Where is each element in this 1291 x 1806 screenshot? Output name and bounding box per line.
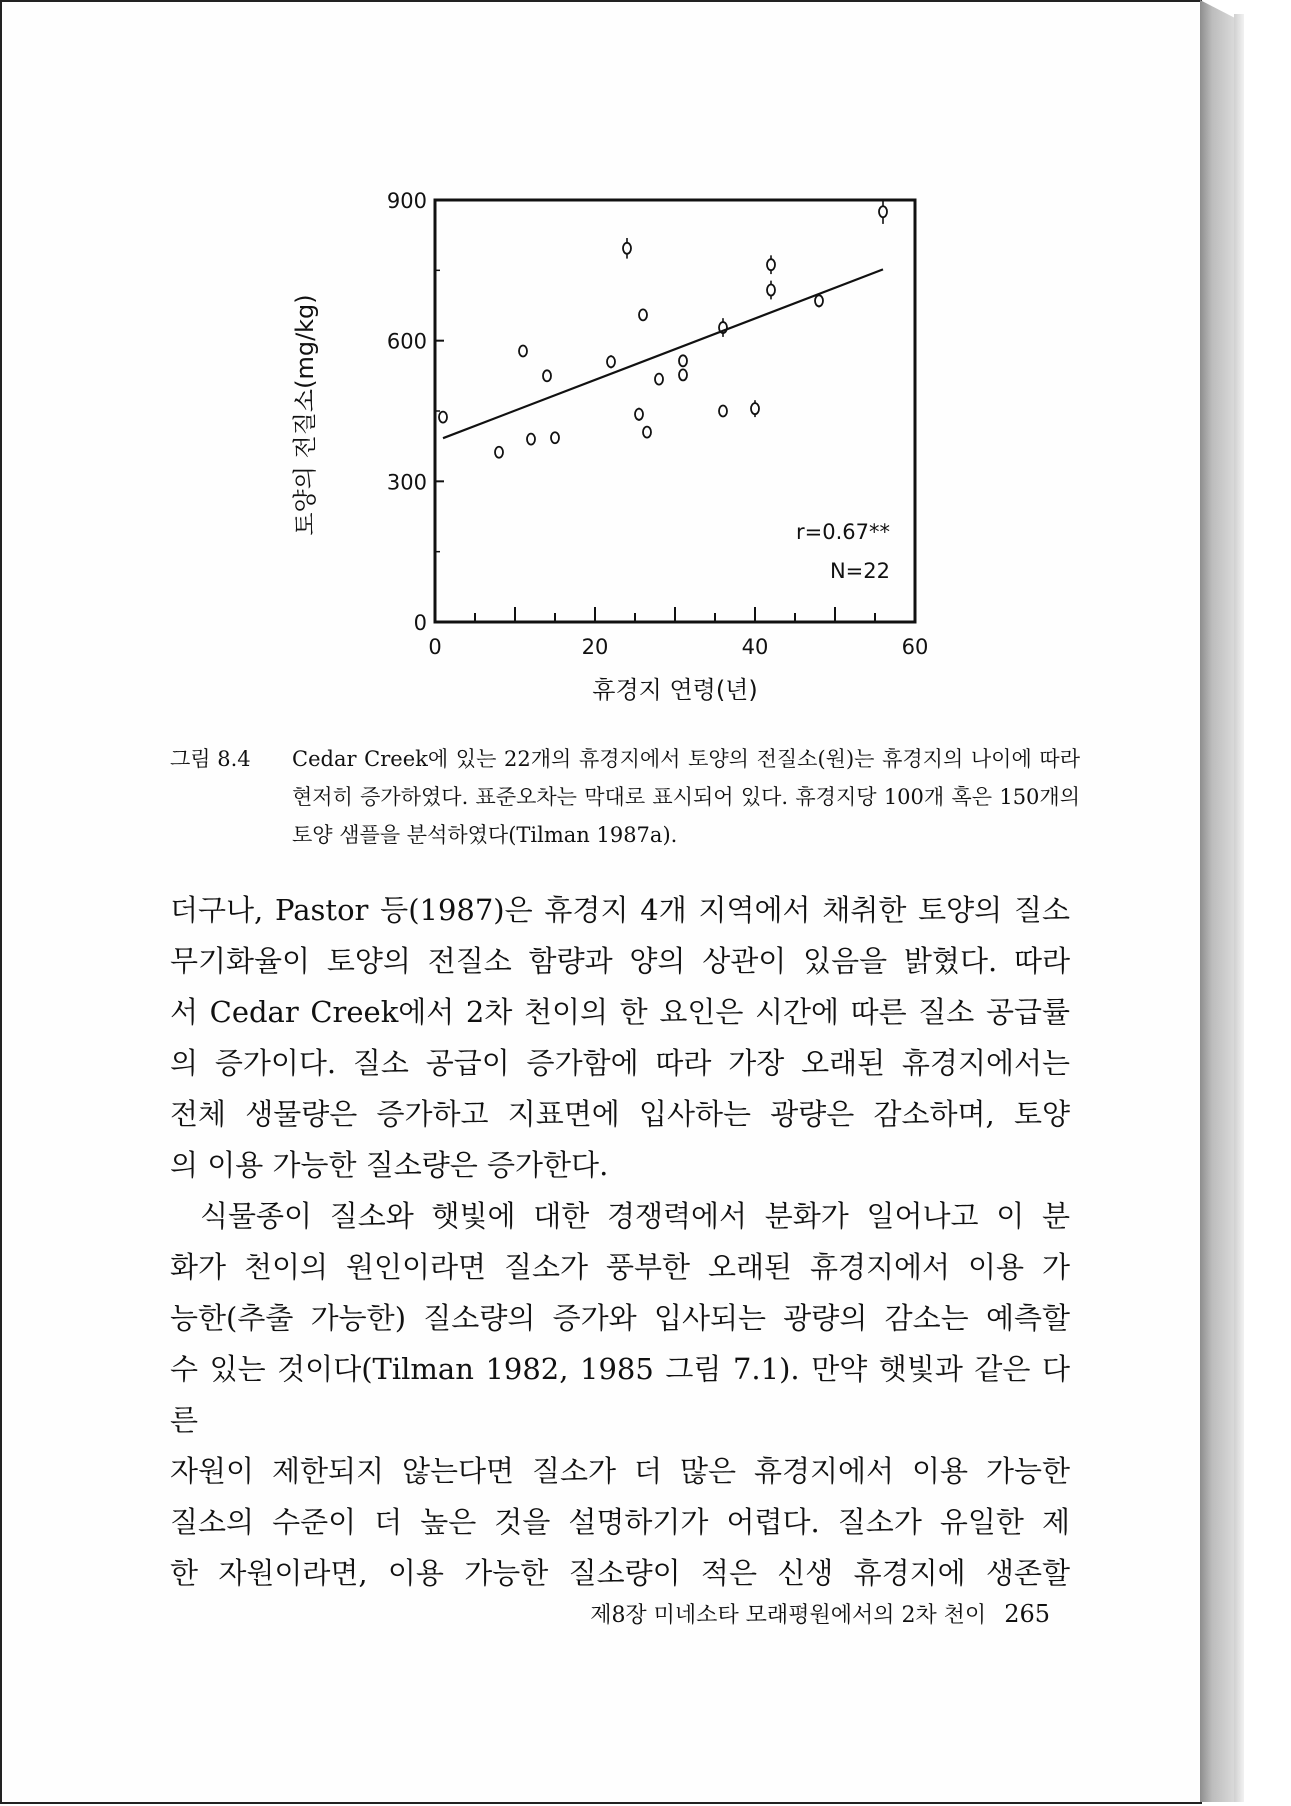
data-point bbox=[623, 238, 631, 259]
data-point bbox=[767, 281, 775, 300]
data-point bbox=[543, 370, 551, 381]
point-marker bbox=[527, 434, 535, 445]
point-marker bbox=[751, 403, 759, 414]
data-point bbox=[643, 427, 651, 438]
data-point bbox=[495, 447, 503, 458]
data-points bbox=[439, 200, 887, 458]
y-tick-label: 300 bbox=[386, 470, 427, 495]
y-tick-label: 0 bbox=[413, 611, 427, 635]
body-line: 무기화율이 토양의 전질소 함량과 양의 상관이 있음을 밝혔다. 따라 bbox=[170, 944, 1070, 978]
body-line: 질소의 수준이 더 높은 것을 설명하기가 어렵다. 질소가 유일한 제 bbox=[170, 1505, 1070, 1539]
point-marker bbox=[879, 206, 887, 217]
body-line: 의 증가이다. 질소 공급이 증가함에 따라 가장 오래된 휴경지에서는 bbox=[170, 1046, 1070, 1080]
x-axis-ticks bbox=[428, 607, 928, 659]
point-marker bbox=[607, 356, 615, 367]
data-point bbox=[815, 294, 823, 307]
body-text bbox=[170, 885, 1070, 1599]
point-marker bbox=[679, 369, 687, 380]
body-line: 능한(추출 가능한) 질소량의 증가와 입사되는 광량의 감소는 예측할 bbox=[170, 1301, 1070, 1335]
body-line: 더구나, Pastor 등(1987)은 휴경지 4개 지역에서 채취한 토양의 질소 bbox=[170, 893, 1070, 927]
body-line: 화가 천이의 원인이라면 질소가 풍부한 오래된 휴경지에서 이용 가 bbox=[170, 1250, 1070, 1284]
point-marker bbox=[815, 295, 823, 306]
data-point bbox=[655, 373, 663, 384]
data-point bbox=[719, 318, 727, 337]
point-marker bbox=[623, 243, 631, 254]
point-marker bbox=[635, 409, 643, 420]
page-edge bbox=[1200, 0, 1235, 1802]
point-marker bbox=[519, 345, 527, 356]
body-line: 자원이 제한되지 않는다면 질소가 더 많은 휴경지에서 이용 가능한 bbox=[170, 1454, 1070, 1488]
y-axis-label: 토양의 전질소(mg/kg) bbox=[291, 294, 319, 536]
x-tick-label: 0 bbox=[428, 635, 442, 659]
data-point bbox=[719, 406, 727, 417]
body-line: 수 있는 것이다(Tilman 1982, 1985 그림 7.1). 만약 햇빛과 같은 다른 bbox=[170, 1352, 1070, 1437]
x-tick-label: 40 bbox=[741, 635, 769, 659]
body-line: 의 이용 가능한 질소량은 증가한다. bbox=[170, 1148, 609, 1182]
data-point bbox=[679, 355, 687, 366]
data-point bbox=[679, 369, 687, 380]
y-tick-label: 600 bbox=[386, 329, 427, 354]
scatter-chart bbox=[291, 180, 960, 720]
point-marker bbox=[639, 309, 647, 320]
point-marker bbox=[495, 447, 503, 458]
body-line: 식물종이 질소와 햇빛에 대한 경쟁력에서 분화가 일어나고 이 분 bbox=[200, 1199, 1070, 1233]
x-tick-label: 60 bbox=[901, 635, 929, 659]
data-point bbox=[527, 434, 535, 445]
data-point bbox=[635, 408, 643, 421]
body-line: 한 자원이라면, 이용 가능한 질소량이 적은 신생 휴경지에 생존할 bbox=[170, 1556, 1070, 1590]
chapter-title: 제8장 미네소타 모래평원에서의 2차 천이 bbox=[590, 1603, 987, 1628]
data-point bbox=[879, 200, 887, 224]
y-tick-label: 900 bbox=[386, 189, 427, 213]
page-edge-shadow bbox=[1234, 14, 1244, 1802]
page-footer bbox=[520, 1598, 1050, 1629]
point-marker bbox=[643, 427, 651, 438]
data-point bbox=[519, 345, 527, 356]
data-point bbox=[439, 411, 447, 422]
data-point bbox=[639, 309, 647, 320]
sample-size-annotation: N=22 bbox=[829, 559, 890, 583]
point-marker bbox=[543, 370, 551, 381]
caption-label: 그림 8.4 bbox=[170, 747, 251, 771]
body-line: 전체 생물량은 증가하고 지표면에 입사하는 광량은 감소하며, 토양 bbox=[170, 1097, 1070, 1131]
page-number: 265 bbox=[1004, 1600, 1050, 1628]
regression-line bbox=[443, 269, 883, 438]
x-tick-label: 20 bbox=[581, 635, 609, 659]
point-marker bbox=[679, 355, 687, 366]
point-marker bbox=[551, 432, 559, 443]
point-marker bbox=[655, 374, 663, 385]
point-marker bbox=[439, 412, 447, 423]
data-point bbox=[607, 355, 615, 368]
point-marker bbox=[719, 406, 727, 417]
point-marker bbox=[767, 285, 775, 296]
point-marker bbox=[767, 259, 775, 270]
x-axis-label: 휴경지 연령(년) bbox=[592, 676, 758, 704]
figure-caption bbox=[170, 740, 1080, 854]
data-point bbox=[551, 432, 559, 443]
data-point bbox=[751, 400, 759, 417]
body-line: 서 Cedar Creek에서 2차 천이의 한 요인은 시간에 따른 질소 공급률 bbox=[170, 995, 1070, 1029]
caption-text: Cedar Creek에 있는 22개의 휴경지에서 토양의 전질소(원)는 휴경지의 나이에 따라 현저히 증가하였다. 표준오차는 막대로 표시되어 있다. 휴경지당 100개 혹은 150개의 토양 샘플을 분석하였다(Tilman 1987a). bbox=[292, 747, 1080, 847]
data-point bbox=[767, 255, 775, 274]
correlation-annotation: r=0.67** bbox=[796, 520, 890, 544]
